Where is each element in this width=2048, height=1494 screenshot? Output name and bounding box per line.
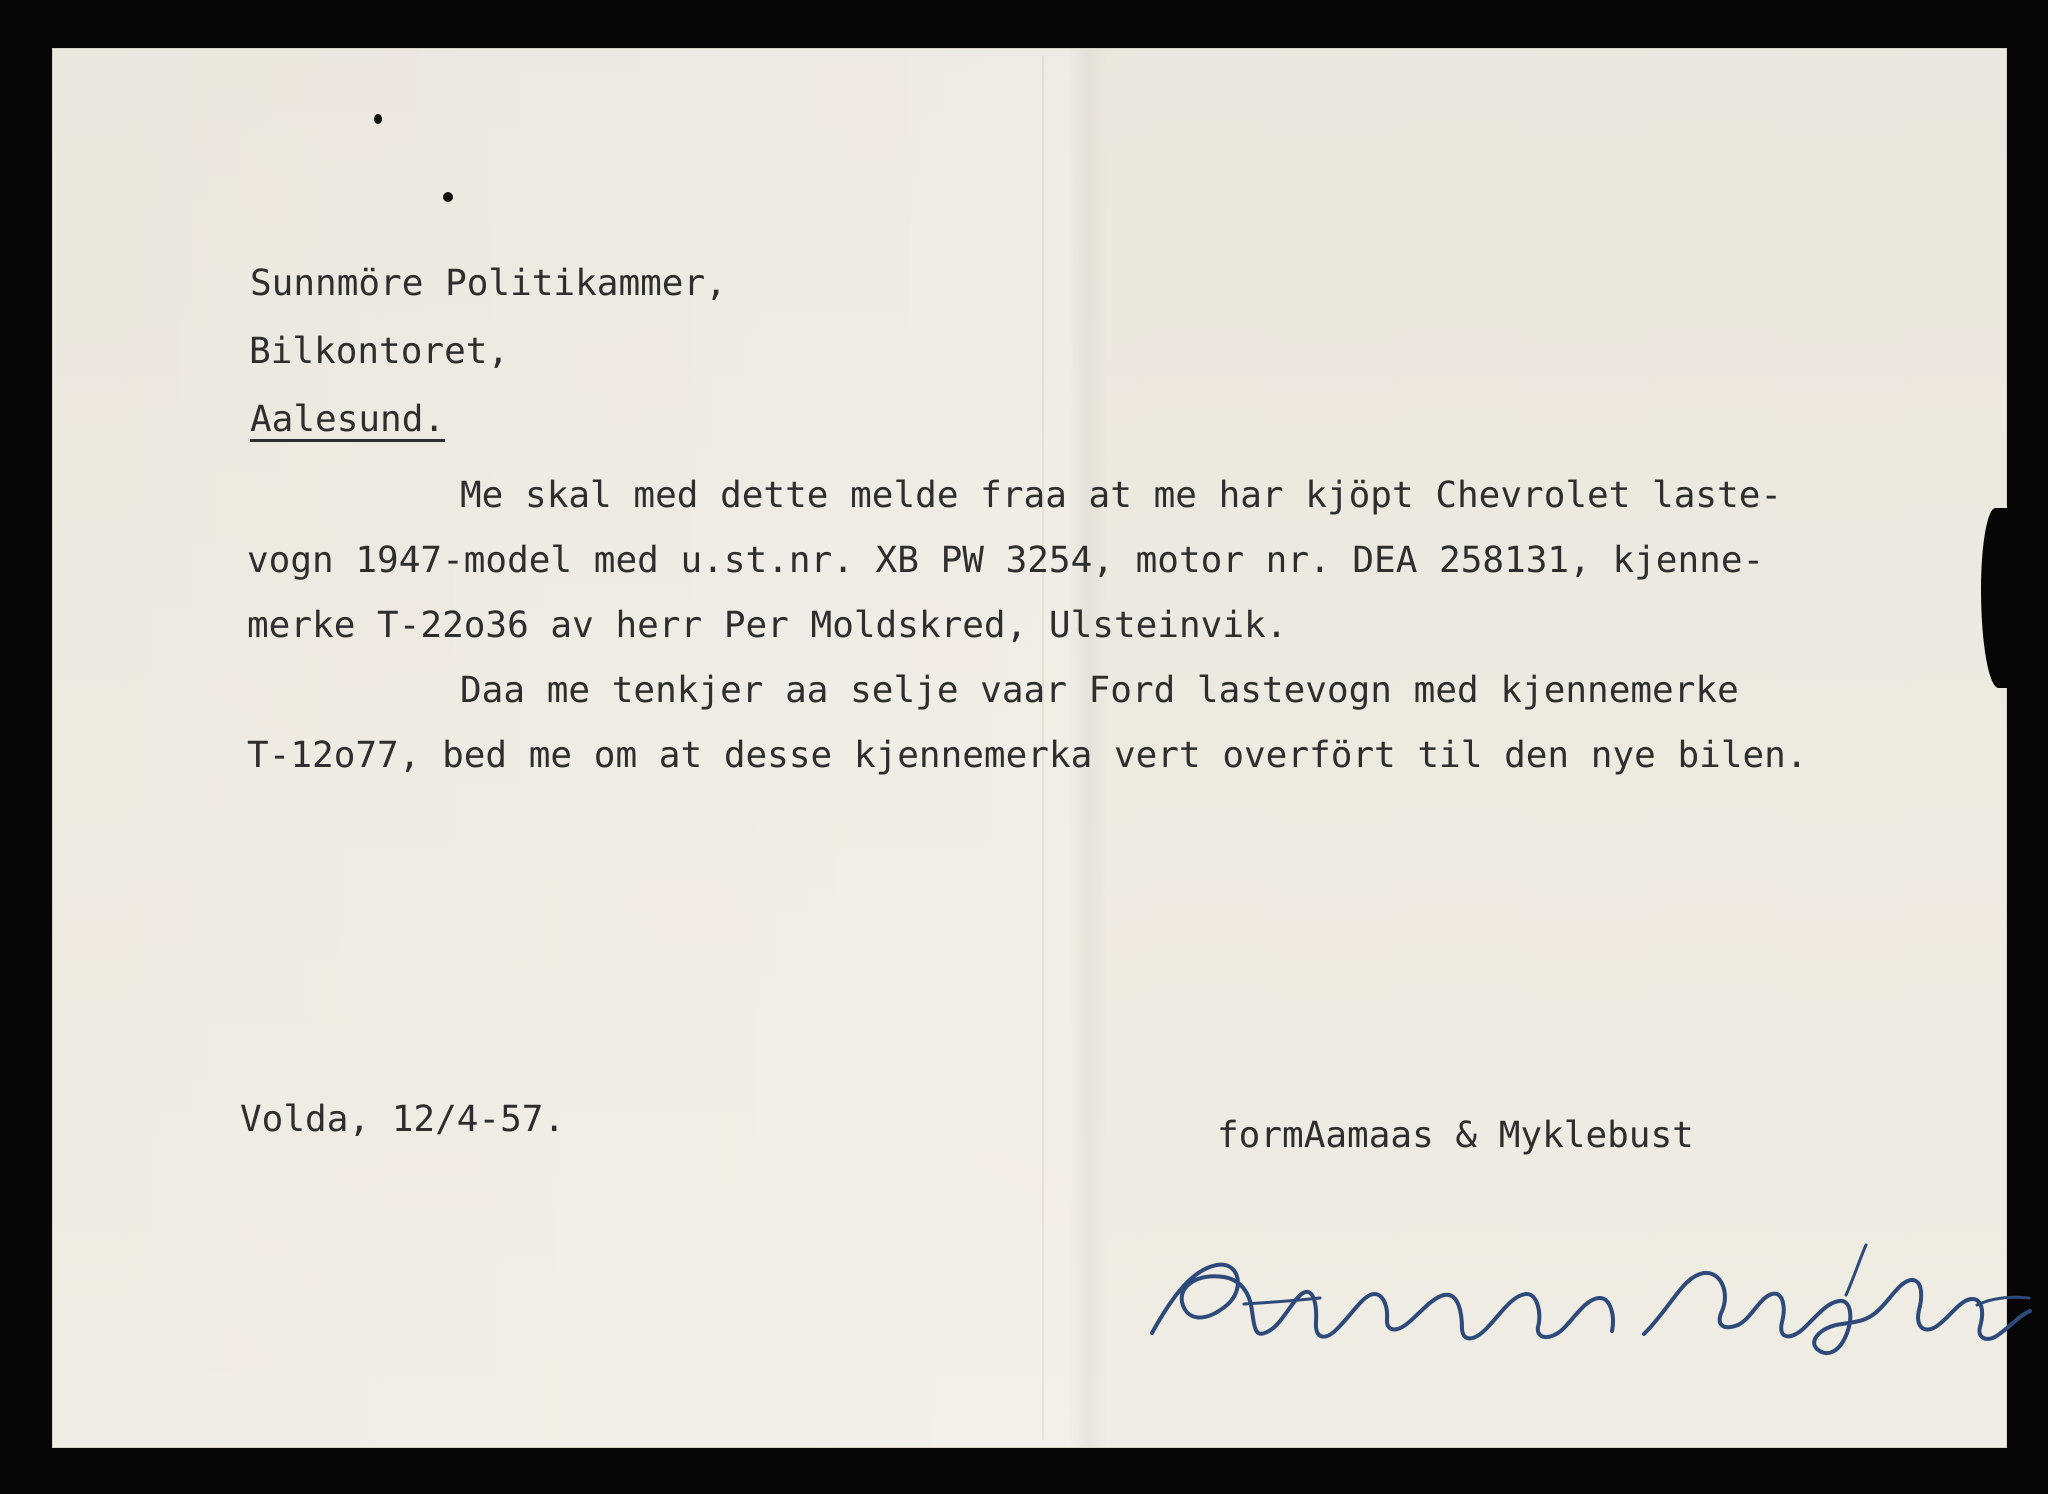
address-line-1: Sunnmöre Politikammer, (250, 263, 727, 304)
paragraph-1-line-1: Me skal med dette melde fraa at me har kjöpt Chevrolet laste- (460, 475, 1783, 516)
signature-icon (1132, 1203, 2048, 1388)
paper-sheet (52, 48, 2007, 1448)
place-date: Volda, 12/4-57. (240, 1099, 566, 1140)
ink-mark (374, 114, 382, 124)
paper-tear (1981, 508, 2013, 688)
company-line: formAamaas & Myklebust (1217, 1115, 1694, 1156)
paragraph-2-line-2: T-12o77, bed me om at desse kjennemerka vert overfört til den nye bilen. (247, 735, 1808, 776)
signature (1132, 1203, 2048, 1388)
address-line-2: Bilkontoret, (249, 331, 510, 372)
paragraph-1-line-3: merke T-22o36 av herr Per Moldskred, Ulsteinvik. (247, 605, 1288, 646)
address-line-3: Aalesund. (250, 399, 446, 440)
ink-mark (443, 192, 453, 202)
paragraph-2-line-1: Daa me tenkjer aa selje vaar Ford lastevogn med kjennemerke (460, 670, 1739, 711)
paragraph-1-line-2: vogn 1947-model med u.st.nr. XB PW 3254, motor nr. DEA 258131, kjenne- (247, 540, 1765, 581)
